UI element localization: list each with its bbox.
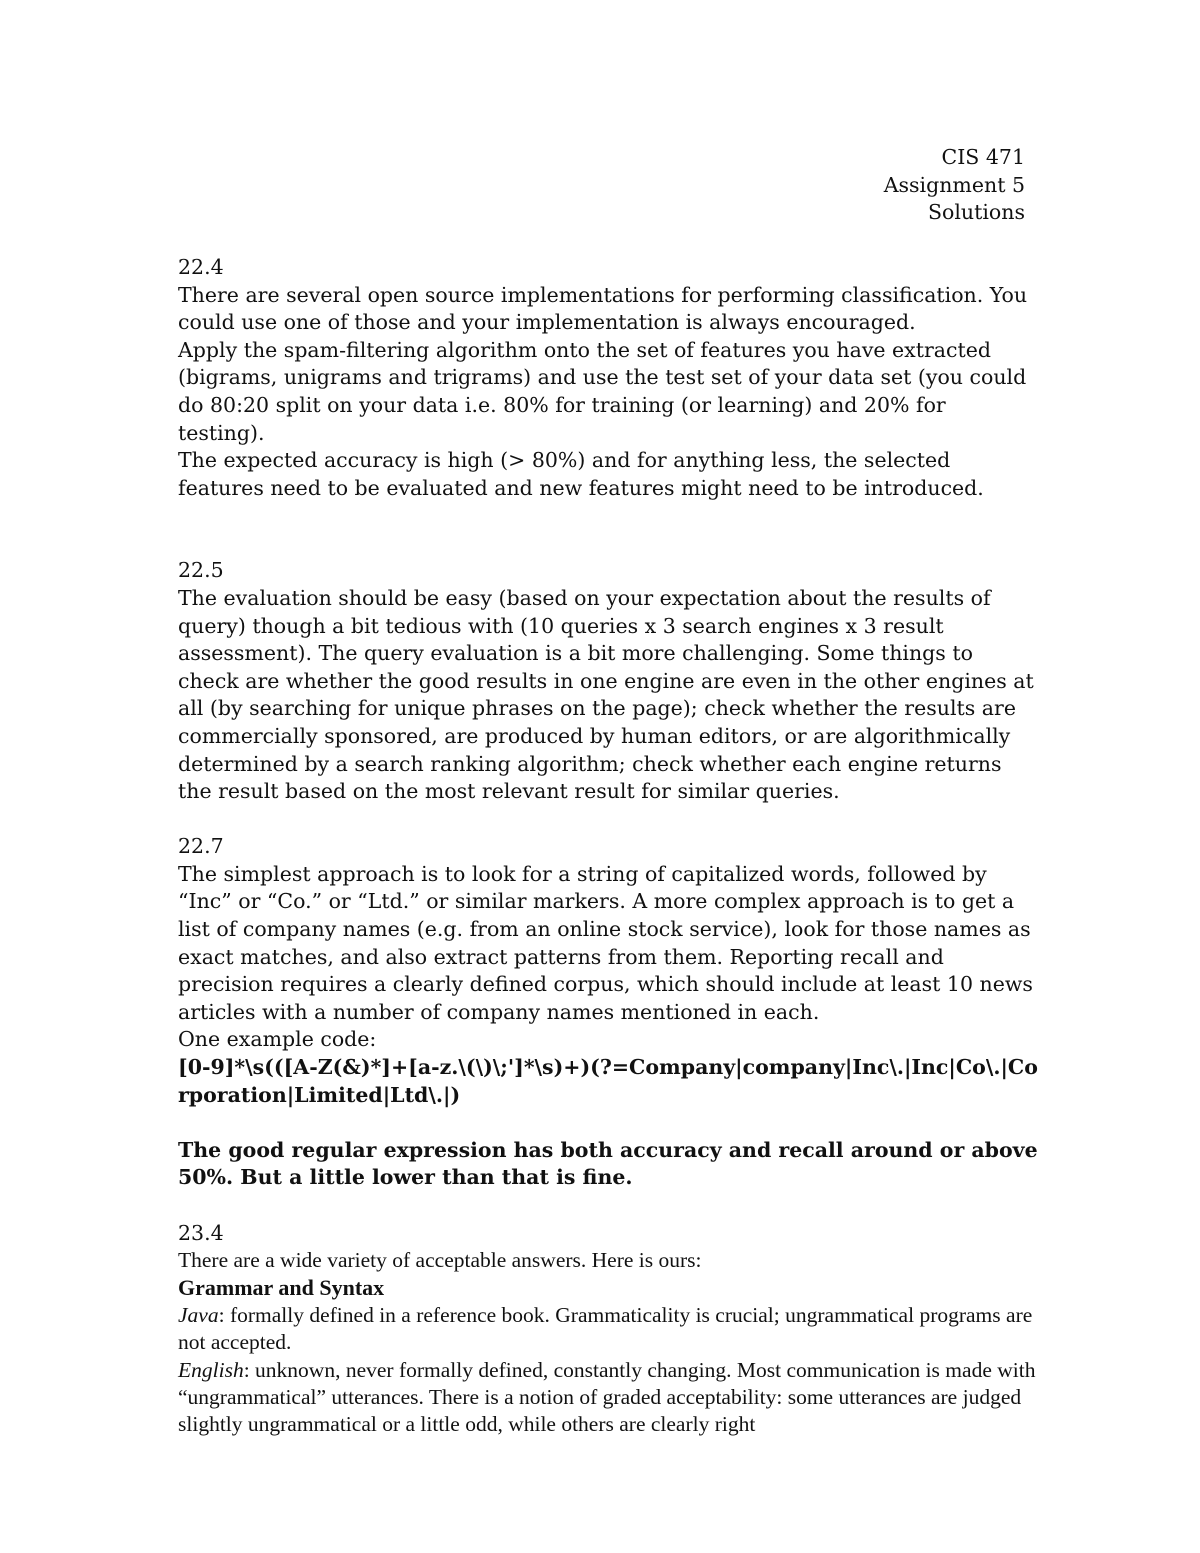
section-22-7 <box>178 833 1038 1192</box>
regex-code: [0-9]*\s(([A-Z(&)*]+[a-z.\(\)\;']*\s)+)(?=Company|company|Inc\.|Inc|Co\.|Corporation|Limited|Ltd\.|) <box>178 1055 1038 1107</box>
section-number: 22.5 <box>178 558 224 583</box>
paragraph: The evaluation should be easy (based on your expectation about the results of query) though a bit tedious with (10 queries x 3 search engines x 3 result assessment). The query evaluation is a bit more challenging. Some things to check are whether the good results in one engine are even in the other engines at all (by searching for unique phrases on the page); check whether the results are commercially sponsored, are produced by human editors, or are algorithmically determined by a search ranking algorithm; check whether each engine returns the result based on the most relevant result for similar queries. <box>178 585 1034 804</box>
assignment-title: Assignment 5 <box>883 172 1025 197</box>
section-number: 22.4 <box>178 255 224 279</box>
paragraph: The expected accuracy is high (> 80%) and for anything less, the selected features need to be evaluated and new features might need to be introduced. <box>178 448 984 500</box>
paragraph: The good regular expression has both accuracy and recall around or above 50%. But a little lower than that is fine. <box>178 1137 1038 1190</box>
document-body <box>178 254 1038 1439</box>
code-label: One example code: <box>178 1027 377 1052</box>
section-22-5 <box>178 557 1038 805</box>
paragraph: There are several open source implementations for performing classification. You could use one of those and your implementation is always encouraged. <box>178 282 1028 335</box>
paragraph: There are a wide variety of acceptable answers. Here is ours: <box>178 1248 702 1272</box>
document-header <box>884 144 1025 227</box>
section-22-4 <box>178 254 1038 502</box>
paragraph: The simplest approach is to look for a string of capitalized words, followed by “Inc” or “Co.” or “Ltd.” or similar markers. A more complex approach is to get a list of company names (e.g. from an online stock service), look for those names as exact matches, and also extract patterns from them. Reporting recall and precision requires a clearly defined corpus, which should include at least 10 news articles with a number of company names mentioned in each. <box>178 861 1033 1024</box>
course-code: CIS 471 <box>941 145 1025 169</box>
section-number: 22.7 <box>178 834 224 859</box>
term-text: : unknown, never formally defined, constantly changing. Most communication is made with “ungrammatical” utterances. There is a notion of graded acceptability: some utterances are judged slightly ungrammatical or a little odd, while others are clearly right <box>178 1357 1036 1437</box>
subsection-heading: Grammar and Syntax <box>178 1275 385 1301</box>
section-23-4 <box>178 1220 1038 1439</box>
section-number: 23.4 <box>178 1220 224 1245</box>
term-label: English <box>178 1357 244 1382</box>
paragraph <box>178 1302 1038 1357</box>
term-label: Java <box>178 1302 219 1327</box>
paragraph: Apply the spam-filtering algorithm onto the set of features you have extracted (bigrams, unigrams and trigrams) and use the test set of your data set (you could do 80:20 split on your data i.e. 80% for training (or learning) and 20% for testing). <box>178 337 1027 445</box>
paragraph <box>178 1357 1038 1439</box>
document-kind: Solutions <box>927 200 1025 225</box>
term-text: : formally defined in a reference book. Grammaticality is crucial; ungrammatical programs are not accepted. <box>178 1302 1033 1355</box>
